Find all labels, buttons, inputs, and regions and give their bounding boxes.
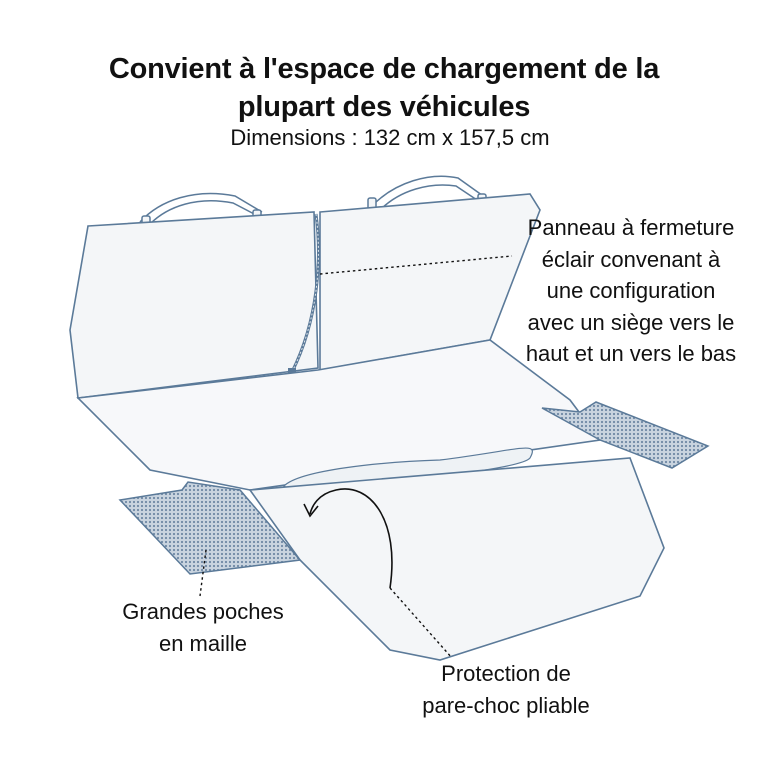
zipper-callout-line: avec un siège vers le bbox=[527, 309, 735, 335]
mesh-callout-line: Grandes poches bbox=[122, 599, 284, 624]
bumper-protection-callout bbox=[400, 658, 612, 721]
bumper-callout-line: Protection de bbox=[441, 661, 571, 686]
mesh-callout-line: en maille bbox=[158, 630, 248, 656]
bumper-callout-line: pare-choc pliable bbox=[422, 692, 590, 718]
dimensions-subtitle: Dimensions : 132 cm x 157,5 cm bbox=[230, 125, 550, 150]
mesh-pockets-callout bbox=[98, 596, 308, 659]
title-line-1: Convient à l'espace de chargement de la bbox=[108, 53, 660, 85]
bumper-protection-flap bbox=[250, 458, 664, 660]
title-line-2: plupart des véhicules bbox=[237, 91, 531, 123]
zipper-callout-line: Panneau à fermeture bbox=[527, 215, 735, 240]
zipper-callout-line: haut et un vers le bas bbox=[525, 341, 737, 366]
seat-back-right-panel bbox=[320, 194, 540, 370]
zipper-panel-callout bbox=[508, 212, 754, 370]
zipper-callout-line: éclair convenant à bbox=[541, 246, 721, 272]
seat-back-left-panel bbox=[70, 212, 318, 398]
zipper-callout-line: une configuration bbox=[546, 278, 716, 303]
